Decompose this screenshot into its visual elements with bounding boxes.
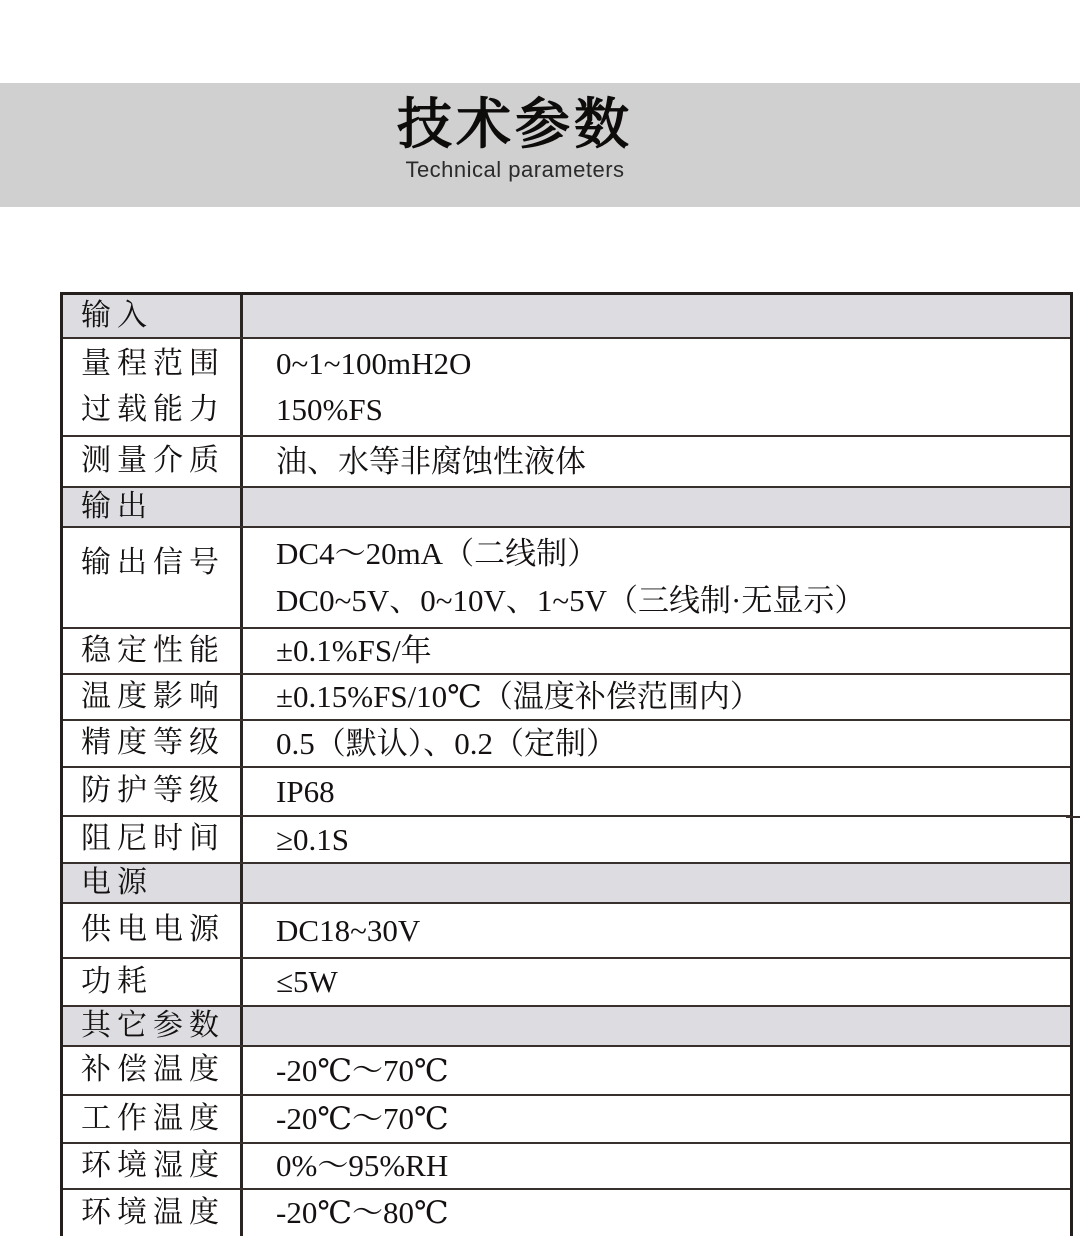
section-header-spacer — [243, 488, 1070, 526]
param-value-line: DC4～20mA（二线制） — [276, 536, 599, 572]
row-power-section — [63, 862, 1070, 902]
param-name: 防护等级 — [63, 768, 243, 815]
param-name: 环境湿度 — [63, 1144, 243, 1188]
param-value-line: 0~1~100mH2O — [276, 346, 472, 382]
param-name — [63, 339, 243, 435]
section-banner — [0, 83, 1080, 207]
param-value: ±0.1%FS/年 — [276, 633, 432, 669]
param-name: 供电电源 — [63, 904, 243, 957]
row-stability — [63, 627, 1070, 673]
technical-parameters-table — [60, 292, 1073, 1236]
section-header-label: 其它参数 — [63, 1007, 243, 1045]
row-input-section — [63, 295, 1070, 337]
banner-content — [0, 83, 1055, 183]
param-name: 补偿温度 — [63, 1047, 243, 1094]
param-name: 稳定性能 — [63, 629, 243, 673]
param-name: 温度影响 — [63, 675, 243, 719]
param-name: 输出信号 — [63, 528, 243, 627]
section-header-label: 输出 — [63, 488, 243, 526]
param-name: 精度等级 — [63, 721, 243, 766]
row-working-temperature — [63, 1094, 1070, 1142]
param-name: 测量介质 — [63, 437, 243, 486]
param-value — [243, 528, 1070, 627]
row-other-parameters-section — [63, 1005, 1070, 1045]
grid-line-overflow — [1066, 816, 1080, 818]
param-value: DC18~30V — [276, 912, 421, 948]
param-value: 0%～95%RH — [276, 1148, 449, 1184]
param-value: ±0.15%FS/10℃（温度补偿范围内） — [276, 679, 761, 715]
param-value: 油、水等非腐蚀性液体 — [276, 443, 586, 479]
param-name-line: 量程范围 — [81, 347, 225, 380]
param-value-line: DC0~5V、0~10V、1~5V（三线制·无显示） — [276, 583, 866, 619]
row-output-signal — [63, 526, 1070, 627]
param-value: 0.5（默认）、0.2（定制） — [276, 725, 617, 761]
param-value-line: 150%FS — [276, 392, 383, 428]
row-accuracy — [63, 719, 1070, 766]
row-power-consumption — [63, 957, 1070, 1005]
row-power-supply — [63, 902, 1070, 957]
section-header-label: 输入 — [63, 295, 243, 337]
page-subtitle: Technical parameters — [405, 156, 625, 182]
section-header-spacer — [243, 864, 1070, 902]
page-title: 技术参数 — [396, 93, 633, 155]
section-header-spacer — [243, 1007, 1070, 1045]
row-ambient-temperature — [63, 1188, 1070, 1236]
row-ambient-humidity — [63, 1142, 1070, 1188]
param-value — [243, 339, 1070, 435]
param-name: 阻尼时间 — [63, 817, 243, 862]
row-range-overload — [63, 337, 1070, 435]
row-medium — [63, 435, 1070, 486]
param-name: 功耗 — [63, 959, 243, 1005]
row-damping-time — [63, 815, 1070, 862]
row-protection-rating — [63, 766, 1070, 815]
param-value: -20℃～70℃ — [276, 1101, 449, 1137]
section-header-spacer — [243, 295, 1070, 337]
row-compensated-temperature — [63, 1045, 1070, 1094]
param-value: -20℃～70℃ — [276, 1052, 449, 1088]
section-header-label: 电源 — [63, 864, 243, 902]
row-temperature-effect — [63, 673, 1070, 719]
param-name: 环境温度 — [63, 1190, 243, 1236]
param-value: ≥0.1S — [276, 821, 350, 857]
param-name-line: 过载能力 — [81, 392, 225, 426]
row-output-section — [63, 486, 1070, 526]
param-name: 工作温度 — [63, 1096, 243, 1142]
param-value: ≤5W — [276, 964, 338, 1000]
param-value: -20℃～80℃ — [276, 1195, 449, 1231]
param-value: IP68 — [276, 773, 335, 809]
